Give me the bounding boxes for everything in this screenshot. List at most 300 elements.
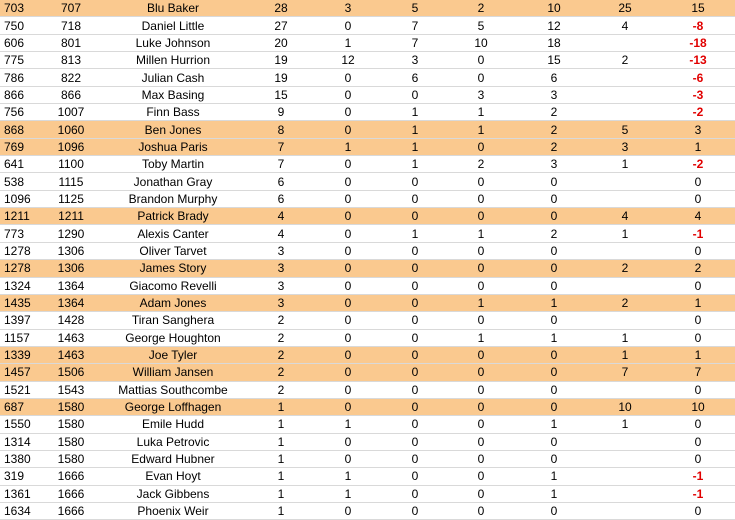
table-cell: Patrick Brady	[93, 208, 253, 225]
table-cell: 1278	[0, 260, 49, 277]
table-cell: 0	[661, 312, 735, 329]
table-cell: 319	[0, 468, 49, 485]
table-cell: 0	[661, 433, 735, 450]
table-cell	[589, 190, 661, 207]
table-cell: Phoenix Weir	[93, 502, 253, 519]
table-cell: 0	[661, 277, 735, 294]
table-row	[0, 86, 735, 103]
table-row	[0, 225, 735, 242]
table-cell: 3	[519, 156, 589, 173]
table-cell: Toby Martin	[93, 156, 253, 173]
table-cell: 0	[443, 502, 519, 519]
table-cell	[589, 312, 661, 329]
table-cell: 15	[253, 86, 309, 103]
table-cell: 687	[0, 398, 49, 415]
table-cell: -18	[661, 34, 735, 51]
table-cell: Jack Gibbens	[93, 485, 253, 502]
table-cell: -8	[661, 17, 735, 34]
table-row-highlighted	[0, 364, 735, 381]
table-cell: 0	[309, 364, 387, 381]
table-cell: 0	[519, 173, 589, 190]
table-cell: 2	[253, 329, 309, 346]
table-cell: 0	[387, 502, 443, 519]
table-cell: 12	[519, 17, 589, 34]
table-cell: 3	[661, 121, 735, 138]
table-cell: 1	[589, 346, 661, 363]
table-cell: 1580	[49, 433, 93, 450]
table-cell: George Loffhagen	[93, 398, 253, 415]
table-cell: 0	[519, 260, 589, 277]
table-cell: 1463	[49, 346, 93, 363]
table-cell: -1	[661, 485, 735, 502]
table-cell: 1457	[0, 364, 49, 381]
table-cell: 1324	[0, 277, 49, 294]
table-cell: 0	[519, 433, 589, 450]
table-cell: 0	[443, 173, 519, 190]
table-cell: 1	[661, 294, 735, 311]
table-cell: 0	[661, 450, 735, 467]
table-cell: 1	[443, 329, 519, 346]
table-row-highlighted	[0, 398, 735, 415]
table-cell: 1580	[49, 416, 93, 433]
table-cell: Finn Bass	[93, 104, 253, 121]
table-cell: 822	[49, 69, 93, 86]
table-cell: 641	[0, 156, 49, 173]
table-row-highlighted	[0, 260, 735, 277]
table-cell: 703	[0, 0, 49, 17]
table-cell: 1666	[49, 468, 93, 485]
table-cell	[589, 450, 661, 467]
table-cell: 0	[443, 398, 519, 415]
table-cell: 3	[443, 86, 519, 103]
table-row	[0, 242, 735, 259]
table-cell: 1	[253, 433, 309, 450]
table-cell: 0	[443, 381, 519, 398]
table-cell: 775	[0, 52, 49, 69]
table-cell: 606	[0, 34, 49, 51]
table-cell: 3	[253, 260, 309, 277]
table-cell: 813	[49, 52, 93, 69]
table-cell: 1	[253, 416, 309, 433]
table-cell: 0	[387, 416, 443, 433]
table-cell: 1	[387, 225, 443, 242]
table-cell: 2	[253, 312, 309, 329]
table-cell: 0	[309, 294, 387, 311]
table-cell: 6	[253, 190, 309, 207]
table-cell: 1	[253, 398, 309, 415]
table-cell: 0	[387, 364, 443, 381]
table-cell: 1115	[49, 173, 93, 190]
table-cell: 2	[519, 121, 589, 138]
table-row	[0, 433, 735, 450]
table-cell: 868	[0, 121, 49, 138]
table-row	[0, 156, 735, 173]
table-cell: 2	[589, 260, 661, 277]
table-cell	[589, 104, 661, 121]
table-cell: Ben Jones	[93, 121, 253, 138]
table-cell: 0	[443, 416, 519, 433]
table-cell: Max Basing	[93, 86, 253, 103]
table-row	[0, 312, 735, 329]
table-cell: 2	[253, 346, 309, 363]
table-cell: 3	[519, 86, 589, 103]
table-cell: 0	[387, 260, 443, 277]
table-cell: 0	[519, 190, 589, 207]
table-cell: 0	[387, 346, 443, 363]
table-cell: 1580	[49, 450, 93, 467]
table-cell: 1521	[0, 381, 49, 398]
table-row	[0, 69, 735, 86]
table-cell: 7	[253, 138, 309, 155]
table-cell: 4	[589, 17, 661, 34]
table-row	[0, 190, 735, 207]
table-cell: 3	[253, 242, 309, 259]
table-cell: 786	[0, 69, 49, 86]
table-cell: 1361	[0, 485, 49, 502]
table-cell: 0	[443, 242, 519, 259]
table-cell: 0	[443, 468, 519, 485]
table-cell: 1	[387, 138, 443, 155]
table-row	[0, 485, 735, 502]
table-cell: 3	[309, 0, 387, 17]
table-cell: 0	[309, 381, 387, 398]
table-cell: 0	[309, 277, 387, 294]
table-cell: 0	[519, 502, 589, 519]
table-cell: 3	[253, 294, 309, 311]
table-cell: Jonathan Gray	[93, 173, 253, 190]
table-cell: -6	[661, 69, 735, 86]
table-cell: 1306	[49, 260, 93, 277]
table-cell: 0	[519, 242, 589, 259]
table-cell: 1	[519, 294, 589, 311]
table-cell: 19	[253, 69, 309, 86]
table-cell: 0	[309, 104, 387, 121]
table-cell: 0	[661, 502, 735, 519]
table-cell: 0	[519, 346, 589, 363]
table-cell: 1	[589, 329, 661, 346]
table-cell: 1096	[0, 190, 49, 207]
table-row	[0, 381, 735, 398]
table-cell	[589, 173, 661, 190]
table-cell: 0	[387, 277, 443, 294]
table-cell: 1	[387, 121, 443, 138]
table-cell: Emile Hudd	[93, 416, 253, 433]
table-cell: 1	[443, 121, 519, 138]
table-cell: 1550	[0, 416, 49, 433]
table-cell: 4	[661, 208, 735, 225]
table-cell	[589, 69, 661, 86]
table-cell: 0	[309, 312, 387, 329]
table-cell: 0	[309, 329, 387, 346]
table-cell: 25	[589, 0, 661, 17]
table-cell: William Jansen	[93, 364, 253, 381]
table-cell: 1	[253, 485, 309, 502]
table-cell: 1096	[49, 138, 93, 155]
table-cell: 0	[309, 502, 387, 519]
table-cell: 1278	[0, 242, 49, 259]
table-cell: 0	[387, 450, 443, 467]
table-cell: Brandon Murphy	[93, 190, 253, 207]
table-cell: 0	[443, 485, 519, 502]
table-cell: 19	[253, 52, 309, 69]
table-cell: 866	[0, 86, 49, 103]
table-cell: 0	[387, 329, 443, 346]
table-cell: 6	[519, 69, 589, 86]
table-cell: 1506	[49, 364, 93, 381]
table-cell: 0	[519, 312, 589, 329]
table-cell: 1	[519, 329, 589, 346]
table-row-highlighted	[0, 0, 735, 17]
table-cell	[589, 381, 661, 398]
table-cell: 0	[387, 173, 443, 190]
table-cell: Joshua Paris	[93, 138, 253, 155]
table-cell: 3	[589, 138, 661, 155]
table-cell: 9	[253, 104, 309, 121]
table-cell: 769	[0, 138, 49, 155]
table-cell: 1306	[49, 242, 93, 259]
table-cell: 5	[443, 17, 519, 34]
table-cell: 5	[589, 121, 661, 138]
table-cell: Daniel Little	[93, 17, 253, 34]
table-cell	[589, 502, 661, 519]
table-cell	[589, 242, 661, 259]
table-cell: 1157	[0, 329, 49, 346]
table-cell: 0	[443, 260, 519, 277]
table-cell: 2	[519, 104, 589, 121]
table-cell: 1	[661, 346, 735, 363]
table-cell: 4	[589, 208, 661, 225]
table-cell: 1	[309, 416, 387, 433]
table-cell: 1	[443, 104, 519, 121]
table-row	[0, 502, 735, 519]
table-cell: 0	[309, 190, 387, 207]
table-cell: 0	[309, 17, 387, 34]
table-cell: 1	[519, 468, 589, 485]
table-cell: 773	[0, 225, 49, 242]
table-cell: 0	[443, 190, 519, 207]
table-row	[0, 52, 735, 69]
table-cell: 0	[443, 364, 519, 381]
table-cell: 0	[309, 346, 387, 363]
table-cell: 1	[519, 485, 589, 502]
table-cell: 1634	[0, 502, 49, 519]
table-row	[0, 468, 735, 485]
table-cell: 2	[661, 260, 735, 277]
table-cell: 0	[443, 312, 519, 329]
table-cell: 0	[519, 381, 589, 398]
table-cell	[589, 433, 661, 450]
table-cell: 1339	[0, 346, 49, 363]
table-cell: 0	[309, 398, 387, 415]
table-cell: 1	[443, 225, 519, 242]
table-cell: 1	[387, 104, 443, 121]
table-cell: Evan Hoyt	[93, 468, 253, 485]
table-cell: 756	[0, 104, 49, 121]
table-cell: 0	[387, 398, 443, 415]
table-cell: 4	[253, 225, 309, 242]
table-cell: 0	[519, 364, 589, 381]
table-cell: 2	[519, 225, 589, 242]
table-cell: 5	[387, 0, 443, 17]
table-cell: 1666	[49, 502, 93, 519]
table-cell: 6	[387, 69, 443, 86]
table-cell: Millen Hurrion	[93, 52, 253, 69]
table-cell: 2	[253, 381, 309, 398]
table-cell: 1397	[0, 312, 49, 329]
table-cell: 1428	[49, 312, 93, 329]
table-cell: 0	[387, 190, 443, 207]
table-cell: 1211	[0, 208, 49, 225]
table-cell: Julian Cash	[93, 69, 253, 86]
table-cell: 718	[49, 17, 93, 34]
table-cell: 15	[519, 52, 589, 69]
table-cell: 0	[443, 450, 519, 467]
table-cell: 0	[661, 242, 735, 259]
table-cell: 2	[443, 0, 519, 17]
table-cell: 0	[309, 121, 387, 138]
table-cell: Adam Jones	[93, 294, 253, 311]
table-cell: Mattias Southcombe	[93, 381, 253, 398]
table-cell: 1	[253, 468, 309, 485]
table-cell: 1211	[49, 208, 93, 225]
table-cell: 0	[519, 450, 589, 467]
table-cell: 1	[589, 156, 661, 173]
table-cell: 0	[519, 277, 589, 294]
table-cell: 1	[661, 138, 735, 155]
table-cell: 0	[309, 260, 387, 277]
table-cell: Giacomo Revelli	[93, 277, 253, 294]
table-cell: 1380	[0, 450, 49, 467]
table-cell: 2	[253, 364, 309, 381]
table-cell: Alexis Canter	[93, 225, 253, 242]
table-cell	[589, 468, 661, 485]
table-cell: 0	[387, 485, 443, 502]
table-cell: 1	[443, 294, 519, 311]
table-cell: 866	[49, 86, 93, 103]
table-cell: 2	[589, 294, 661, 311]
table-cell: 0	[309, 242, 387, 259]
table-cell: 1666	[49, 485, 93, 502]
table-cell: 2	[589, 52, 661, 69]
table-cell: 1	[589, 225, 661, 242]
table-cell: 1	[309, 485, 387, 502]
table-cell: 1364	[49, 294, 93, 311]
table-cell: 10	[443, 34, 519, 51]
table-cell: 1	[253, 502, 309, 519]
table-cell: 1435	[0, 294, 49, 311]
table-cell: 7	[387, 34, 443, 51]
table-cell: 20	[253, 34, 309, 51]
table-cell: 1060	[49, 121, 93, 138]
table-row	[0, 34, 735, 51]
table-cell: 1100	[49, 156, 93, 173]
table-row	[0, 450, 735, 467]
table-cell: 10	[519, 0, 589, 17]
table-cell: 3	[387, 52, 443, 69]
table-row-highlighted	[0, 138, 735, 155]
table-cell: 1	[387, 156, 443, 173]
table-row-highlighted	[0, 121, 735, 138]
table-cell: 7	[387, 17, 443, 34]
table-cell: 0	[443, 69, 519, 86]
table-cell: 2	[443, 156, 519, 173]
table-cell: 1314	[0, 433, 49, 450]
table-cell: 0	[443, 208, 519, 225]
table-cell: 0	[309, 225, 387, 242]
table-cell: 750	[0, 17, 49, 34]
table-row-highlighted	[0, 346, 735, 363]
table-cell: 10	[589, 398, 661, 415]
table-cell	[589, 86, 661, 103]
table-cell: 1	[309, 468, 387, 485]
table-cell: 0	[387, 294, 443, 311]
table-cell: Luke Johnson	[93, 34, 253, 51]
table-cell	[589, 277, 661, 294]
table-cell: 1	[589, 416, 661, 433]
table-row	[0, 277, 735, 294]
table-row-highlighted	[0, 294, 735, 311]
table-cell	[589, 34, 661, 51]
table-cell: 28	[253, 0, 309, 17]
table-cell: 4	[253, 208, 309, 225]
table-cell: 1463	[49, 329, 93, 346]
table-cell: 0	[309, 433, 387, 450]
table-cell: 2	[519, 138, 589, 155]
table-cell: 8	[253, 121, 309, 138]
table-row	[0, 17, 735, 34]
table-cell: 1	[253, 450, 309, 467]
table-cell: 0	[309, 86, 387, 103]
table-cell: 0	[387, 468, 443, 485]
table-row	[0, 416, 735, 433]
table-cell: Edward Hubner	[93, 450, 253, 467]
table-cell: -2	[661, 156, 735, 173]
table-cell: George Houghton	[93, 329, 253, 346]
table-cell: 0	[443, 52, 519, 69]
table-cell: 0	[443, 138, 519, 155]
table-row	[0, 104, 735, 121]
table-cell: 1	[519, 416, 589, 433]
table-cell: 1	[309, 138, 387, 155]
table-row-highlighted	[0, 208, 735, 225]
table-row	[0, 329, 735, 346]
table-cell: Oliver Tarvet	[93, 242, 253, 259]
table-cell: 0	[519, 208, 589, 225]
table-cell: 0	[661, 173, 735, 190]
table-cell	[589, 485, 661, 502]
table-cell: -2	[661, 104, 735, 121]
table-cell: 538	[0, 173, 49, 190]
table-cell: 1580	[49, 398, 93, 415]
table-cell: Luka Petrovic	[93, 433, 253, 450]
table-cell: 0	[309, 173, 387, 190]
table-cell: Tiran Sanghera	[93, 312, 253, 329]
table-cell: 0	[661, 190, 735, 207]
table-cell: James Story	[93, 260, 253, 277]
table-cell: 7	[253, 156, 309, 173]
table-cell: 7	[661, 364, 735, 381]
table-cell: 1364	[49, 277, 93, 294]
table-cell: 3	[253, 277, 309, 294]
table-cell: 7	[589, 364, 661, 381]
table-cell: 0	[661, 329, 735, 346]
table-cell: 0	[661, 416, 735, 433]
table-cell: 0	[661, 381, 735, 398]
table-cell: 1	[309, 34, 387, 51]
table-cell: -3	[661, 86, 735, 103]
table-cell: -1	[661, 225, 735, 242]
table-cell: 12	[309, 52, 387, 69]
